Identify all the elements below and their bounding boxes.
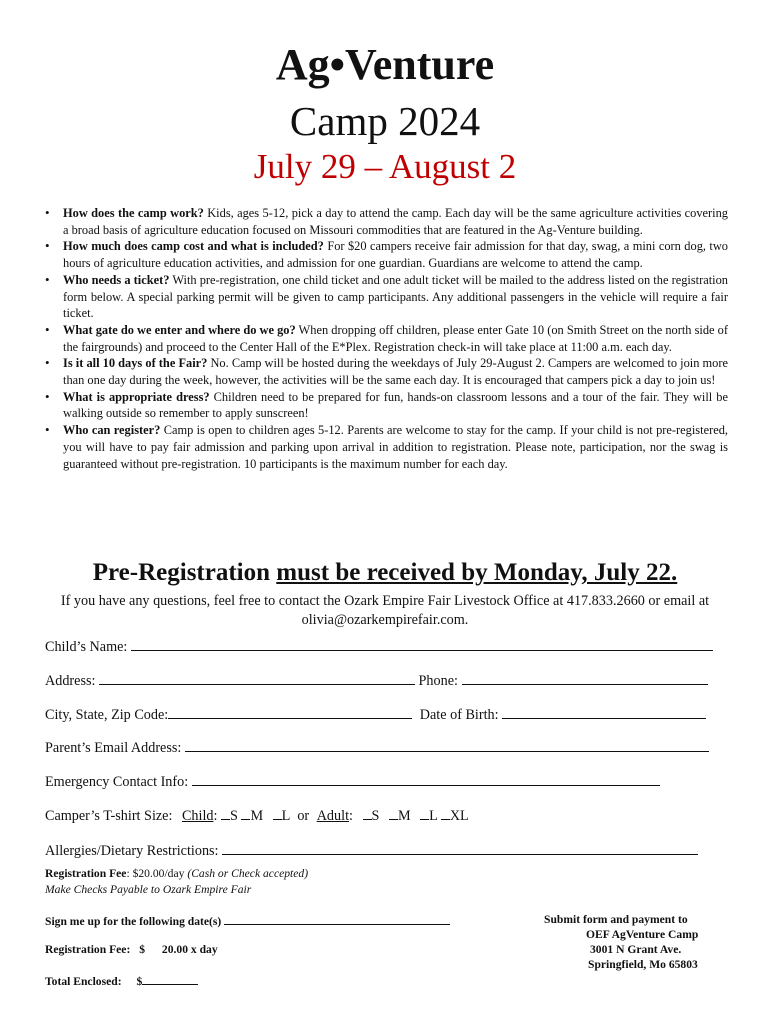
submit-line-3: 3001 N Grant Ave.: [590, 943, 682, 956]
faq-answer: With pre-registration, one child ticket and one adult ticket will be mailed to the address listed on the registration form below. A special parking permit will be given to camp participants. Any additional passengers in the vehicle will require a fair ticket.: [63, 272, 728, 321]
tshirt-or: or: [297, 808, 310, 824]
faq-question: Who needs a ticket?: [63, 272, 170, 287]
tshirt-child-m: M: [250, 808, 264, 824]
submit-address: [528, 912, 728, 972]
child-name-label: Child’s Name:: [45, 639, 128, 655]
emergency-field[interactable]: [192, 771, 660, 786]
faq-question: What gate do we enter and where do we go?: [63, 322, 296, 337]
signup-fee-row: [45, 942, 218, 958]
faq-item: [44, 422, 728, 472]
camp-dates: July 29 – August 2: [253, 147, 517, 186]
address-row: [45, 670, 708, 690]
faq-item: [44, 389, 728, 422]
faq-answer: When dropping off children, please enter Gate 10 (on Smith Street on the north side of the fairgrounds) and proceed to the Center Hall of the E*Plex. Registration check-in will take place at 11:00 a.m. each day.: [63, 322, 728, 354]
fee-note: (Cash or Check accepted): [187, 867, 309, 880]
payable-note: Make Checks Payable to Ozark Empire Fair: [45, 883, 252, 896]
signup-fee-amount: 20.00 x day: [161, 943, 218, 956]
tshirt-adult-l: L: [429, 808, 438, 824]
signup-dates-row: [45, 912, 450, 930]
total-field[interactable]: [142, 972, 198, 985]
fee-label: Registration Fee: [45, 867, 127, 880]
child-name-row: [45, 636, 713, 656]
fee-line: [45, 866, 308, 882]
tshirt-child-l: L: [281, 808, 290, 824]
total-row: [45, 972, 198, 990]
faq-list: [44, 205, 728, 472]
faq-item: [44, 238, 728, 271]
faq-answer: Children need to be prepared for fun, hands-on classroom lessons and a tour of the fair. They will be walking outside so remember to apply sunscreen!: [63, 389, 728, 421]
emergency-row: [45, 771, 660, 791]
signup-dates-field[interactable]: [224, 912, 450, 925]
faq-answer: Kids, ages 5-12, pick a day to attend the camp. Each day will be the same agriculture activities covering a broad basis of agriculture education focused on Missouri commodities that are featured in the Ag-Venture building.: [63, 206, 729, 237]
faq-question: Is it all 10 days of the Fair?: [63, 356, 208, 371]
faq-answer: No. Camp will be hosted during the weekdays of July 29-August 2. Campers are welcomed to join more than one day during the week, however, the activities will be the same each day. It is encouraged that campers pick a day to join us!: [63, 356, 728, 388]
tshirt-row: Camper’s T-shirt Size: Child: S M L or Adult: S M L XL: [45, 805, 469, 825]
submit-line-2: OEF AgVenture Camp: [586, 928, 699, 941]
parent-email-label: Parent’s Email Address:: [45, 740, 182, 756]
total-label: Total Enclosed:: [45, 975, 122, 988]
tshirt-adult-l-blank[interactable]: [420, 805, 429, 820]
parent-email-row: [45, 737, 709, 757]
city-field[interactable]: [168, 704, 412, 719]
preregistration-deadline: must be received by Monday, July 22.: [276, 559, 678, 586]
tshirt-child-label: Child: [181, 808, 214, 824]
phone-field[interactable]: [462, 670, 708, 685]
preregistration-heading: [0, 557, 770, 589]
tshirt-adult-m-blank[interactable]: [389, 805, 398, 820]
tshirt-adult-s-blank[interactable]: [363, 805, 372, 820]
emergency-label: Emergency Contact Info:: [45, 774, 189, 790]
tshirt-child-s-blank[interactable]: [221, 805, 230, 820]
tshirt-child-l-blank[interactable]: [273, 805, 282, 820]
tshirt-child-s: S: [230, 808, 238, 824]
address-field[interactable]: [99, 670, 415, 685]
tshirt-adult-m: M: [397, 808, 411, 824]
faq-question: How does the camp work?: [63, 206, 204, 220]
faq-item: [44, 322, 728, 355]
tshirt-label: Camper’s T-shirt Size:: [45, 808, 173, 824]
parent-email-field[interactable]: [185, 737, 709, 752]
faq-question: What is appropriate dress?: [63, 389, 210, 404]
signup-dates-label: Sign me up for the following date(s): [45, 915, 222, 928]
dob-field[interactable]: [502, 704, 706, 719]
faq-item: [44, 355, 728, 388]
faq-item: [44, 205, 728, 238]
tshirt-adult-label: Adult: [316, 808, 350, 824]
contact-info: If you have any questions, feel free to contact the Ozark Empire Fair Livestock Office at 417.833.2660 or email at olivia@ozarkempirefair.com.: [60, 593, 710, 628]
signup-fee-label: Registration Fee:: [45, 943, 131, 956]
submit-line-4: Springfield, Mo 65803: [588, 958, 698, 971]
city-label: City, State, Zip Code:: [45, 707, 169, 723]
tshirt-adult-xl-blank[interactable]: [441, 805, 450, 820]
faq-question: How much does camp cost and what is included?: [63, 239, 324, 254]
preregistration-lead: Pre-Registration: [92, 559, 277, 586]
total-dollar: $: [136, 975, 143, 988]
fee-value: : $20.00/day: [126, 867, 188, 880]
dob-label: Date of Birth:: [419, 707, 499, 723]
allergies-label: Allergies/Dietary Restrictions:: [45, 843, 219, 859]
tshirt-adult-xl: XL: [449, 808, 469, 824]
city-row: [45, 704, 706, 724]
page-title: Ag•Venture: [275, 40, 495, 89]
faq-question: Who can register?: [63, 423, 161, 438]
address-label: Address:: [45, 673, 96, 689]
submit-line-1: Submit form and payment to: [544, 913, 688, 926]
child-name-field[interactable]: [131, 636, 713, 651]
signup-fee-dollar: $: [139, 943, 146, 956]
page-subtitle: Camp 2024: [289, 98, 481, 144]
phone-label: Phone:: [418, 673, 458, 689]
faq-answer: For $20 campers receive fair admission for that day, swag, a mini corn dog, two hours of agriculture education activities, and admission for one guardian. Guardians are welcome to attend the camp.: [63, 239, 729, 271]
tshirt-adult-s: S: [371, 808, 380, 824]
faq-answer: Camp is open to children ages 5-12. Parents are welcome to stay for the camp. If your child is not pre-registered, you will have to pay fair admission and parking upon arrival in addition to registration. Please note, participation, nor the swag is guaranteed without pre-registration. 10 participants is the maximum number for each day.: [63, 423, 728, 471]
allergies-field[interactable]: [222, 840, 698, 855]
allergies-row: [45, 840, 698, 860]
faq-item: [44, 272, 728, 322]
